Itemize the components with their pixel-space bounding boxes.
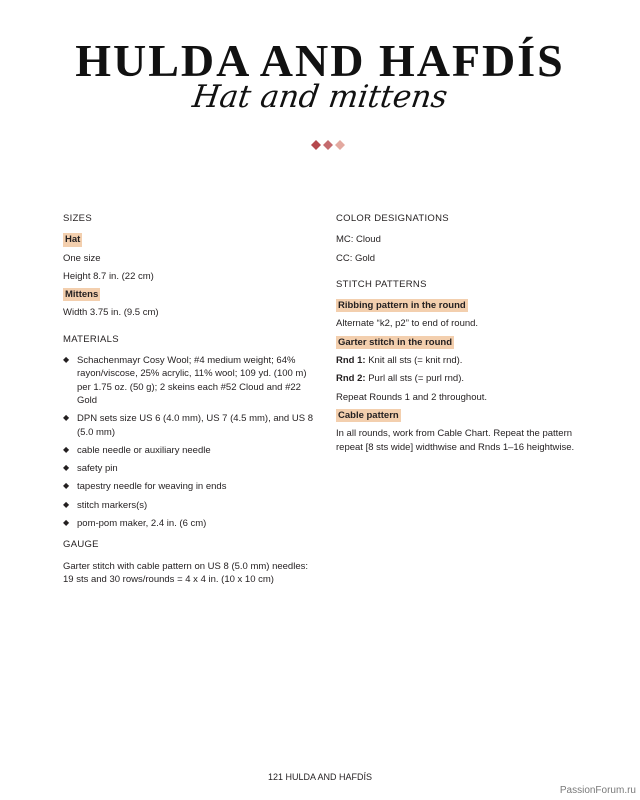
sizes-heading: SIZES [63,213,92,224]
repeat-line: Repeat Rounds 1 and 2 throughout. [336,391,488,403]
diamond-icon-2 [323,140,333,150]
cable-label: Cable pattern [338,409,399,421]
running-title: HULDA AND HAFDÍS [285,772,373,782]
list-item: ◆ tapestry needle for weaving in ends [63,481,227,493]
bullet-diamond-icon: ◆ [63,518,70,528]
rnd2-line: Rnd 2: Purl all sts (= purl rnd). [336,373,465,385]
bullet-diamond-icon: ◆ [63,463,70,473]
left-column [63,212,318,591]
rnd1-line: Rnd 1: Knit all sts (= knit rnd). [336,355,463,367]
bullet-diamond-icon: ◆ [63,444,70,454]
diamond-icon-3 [335,140,345,150]
materials-heading: MATERIALS [63,333,119,345]
list-item: ◆ safety pin [63,463,118,475]
mc-line: MC: Cloud [336,234,381,246]
cc-line: CC: Gold [336,252,376,264]
garter-label: Garter stitch in the round [338,336,453,348]
ribbing-text: Alternate “k2, p2” to end of round. [336,318,479,330]
bullet-diamond-icon: ◆ [63,481,70,491]
bullet-diamond-icon: ◆ [63,499,70,509]
diamond-ornament [310,139,350,151]
stitch-patterns-heading: STITCH PATTERNS [336,278,427,290]
mittens-label: Mittens [65,289,99,301]
list-item: ◆ cable needle or auxiliary needle [63,444,211,456]
diamond-icon-1 [311,140,321,150]
bullet-diamond-icon: ◆ [63,413,70,423]
color-designations-heading: COLOR DESIGNATIONS [336,213,449,224]
page-number: 121 [267,772,283,782]
hat-size-line: One size [63,252,101,264]
hat-height-line: Height 8.7 in. (22 cm) [63,270,154,282]
list-item: ◆ Schachenmayr Cosy Wool; #4 medium weight; 64% rayon/viscose, 25% acrylic, 11% wool; 109 yd. (100 m) per 1.75 oz. (50 g); 2 skeins each #52 Cloud and #22 Gold [63,355,307,406]
list-item: ◆ stitch markers(s) [63,499,148,511]
ribbing-label: Ribbing pattern in the round [338,300,466,312]
list-item: ◆ pom-pom maker, 2.4 in. (6 cm) [63,518,207,530]
hat-label: Hat [65,234,81,246]
watermark: PassionForum.ru [559,785,636,796]
mittens-width-line: Width 3.75 in. (9.5 cm) [63,307,159,319]
page-subtitle: Hat and mittens [190,79,450,115]
page-title: HULDA AND HAFDÍS [75,35,565,86]
page-footer [0,772,640,782]
cable-text: In all rounds, work from Cable Chart. Repeat the pattern repeat [8 sts wide] widthwise and Rnds 1–16 heightwise. [336,428,575,453]
materials-list [63,354,318,530]
gauge-text: Garter stitch with cable pattern on US 8 (5.0 mm) needles: 19 sts and 30 rows/rounds = 4 x 4 in. (10 x 10 cm) [63,560,308,585]
list-item: ◆ DPN sets size US 6 (4.0 mm), US 7 (4.5 mm), and US 8 (5.0 mm) [63,413,313,438]
gauge-heading: GAUGE [63,539,99,551]
bullet-diamond-icon: ◆ [63,355,70,365]
right-column [336,212,586,459]
